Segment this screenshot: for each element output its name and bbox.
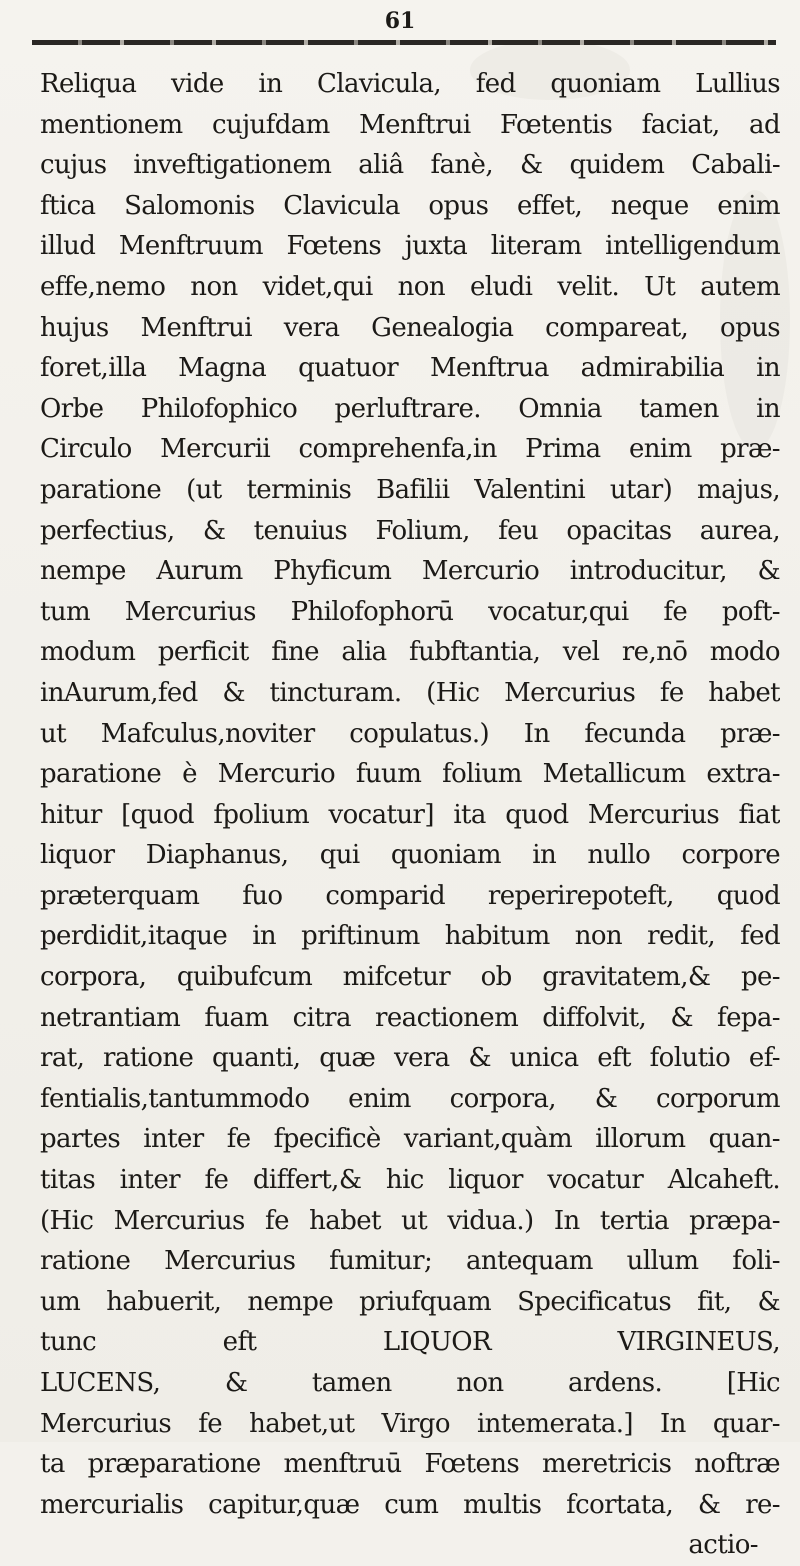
text-line: mentionem cujufdam Menftrui Fœtentis faciat, ad [40, 109, 780, 140]
text-line: um habuerit, nempe priufquam Specificatus fit, & [40, 1286, 780, 1317]
text-line: Mercurius fe habet,ut Virgo intemerata.] In quar- [40, 1408, 780, 1439]
text-line: hitur [quod fpolium vocatur] ita quod Mercurius fiat [40, 799, 780, 830]
text-line: inAurum,fed & tincturam. (Hic Mercurius fe habet [40, 677, 780, 708]
text-line: tum Mercurius Philofophorū vocatur,qui fe poft- [40, 596, 780, 627]
text-line: paratione (ut terminis Bafilii Valentini utar) majus, [40, 474, 780, 505]
text-line: nempe Aurum Phyficum Mercurio introducitur, & [40, 556, 780, 587]
text-line: rat, ratione quanti, quæ vera & unica eft folutio ef- [40, 1043, 780, 1074]
text-line: præterquam fuo comparid reperirepoteft, quod [40, 880, 780, 911]
text-line: fentialis,tantummodo enim corpora, & corporum [40, 1083, 780, 1114]
text-line: effe,nemo non videt,qui non eludi velit. Ut autem [40, 271, 780, 302]
text-line: liquor Diaphanus, qui quoniam in nullo corpore [40, 840, 780, 871]
text-line: ftica Salomonis Clavicula opus effet, neque enim [40, 190, 780, 221]
text-line: foret,illa Magna quatuor Menftrua admirabilia in [40, 353, 780, 384]
text-line: perdidit,itaque in priftinum habitum non redit, fed [40, 921, 780, 952]
text-line: mercurialis capitur,quæ cum multis fcortata, & re- [40, 1489, 780, 1520]
text-line: illud Menftruum Fœtens juxta literam intelligendum [40, 231, 780, 262]
text-line: Reliqua vide in Clavicula, fed quoniam Lullius [40, 69, 780, 99]
text-line: Orbe Philofophico perluftrare. Omnia tamen in [40, 393, 780, 424]
text-line: Circulo Mercurii comprehenfa,in Prima enim præ- [40, 434, 780, 465]
text-line: titas inter fe differt,& hic liquor vocatur Alcaheft. [40, 1165, 780, 1196]
text-line: ta præparatione menftruū Fœtens meretricis noftræ [40, 1449, 780, 1480]
text-line: corpora, quibufcum mifcetur ob gravitatem,& pe- [40, 962, 780, 993]
catchword: actio- [688, 1530, 758, 1561]
page-number: 61 [384, 8, 416, 34]
text-line: LUCENS, & tamen non ardens. [Hic [40, 1368, 780, 1398]
text-line: netrantiam fuam citra reactionem diffolvit, & fepa- [40, 1002, 780, 1033]
text-line: ut Mafculus,noviter copulatus.) In fecunda præ- [40, 718, 780, 749]
text-line: tunc eft LIQUOR VIRGINEUS, [40, 1327, 780, 1358]
text-line: (Hic Mercurius fe habet ut vidua.) In tertia præpa- [40, 1205, 780, 1236]
text-line: perfectius, & tenuius Folium, feu opacitas aurea, [40, 515, 780, 546]
body-text [40, 64, 780, 1566]
text-line: paratione è Mercurio fuum folium Metallicum extra- [40, 759, 780, 790]
text-line: hujus Menftrui vera Genealogia compareat, opus [40, 312, 780, 343]
text-line: modum perficit fine alia fubftantia, vel re,nō modo [40, 637, 780, 668]
header-rule [32, 40, 776, 45]
text-line: ratione Mercurius fumitur; antequam ullum foli- [40, 1246, 780, 1277]
text-line: partes inter fe fpecificè variant,quàm illorum quan- [40, 1124, 780, 1155]
text-line: cujus inveftigationem aliâ fanè, & quidem Cabali- [40, 150, 780, 181]
